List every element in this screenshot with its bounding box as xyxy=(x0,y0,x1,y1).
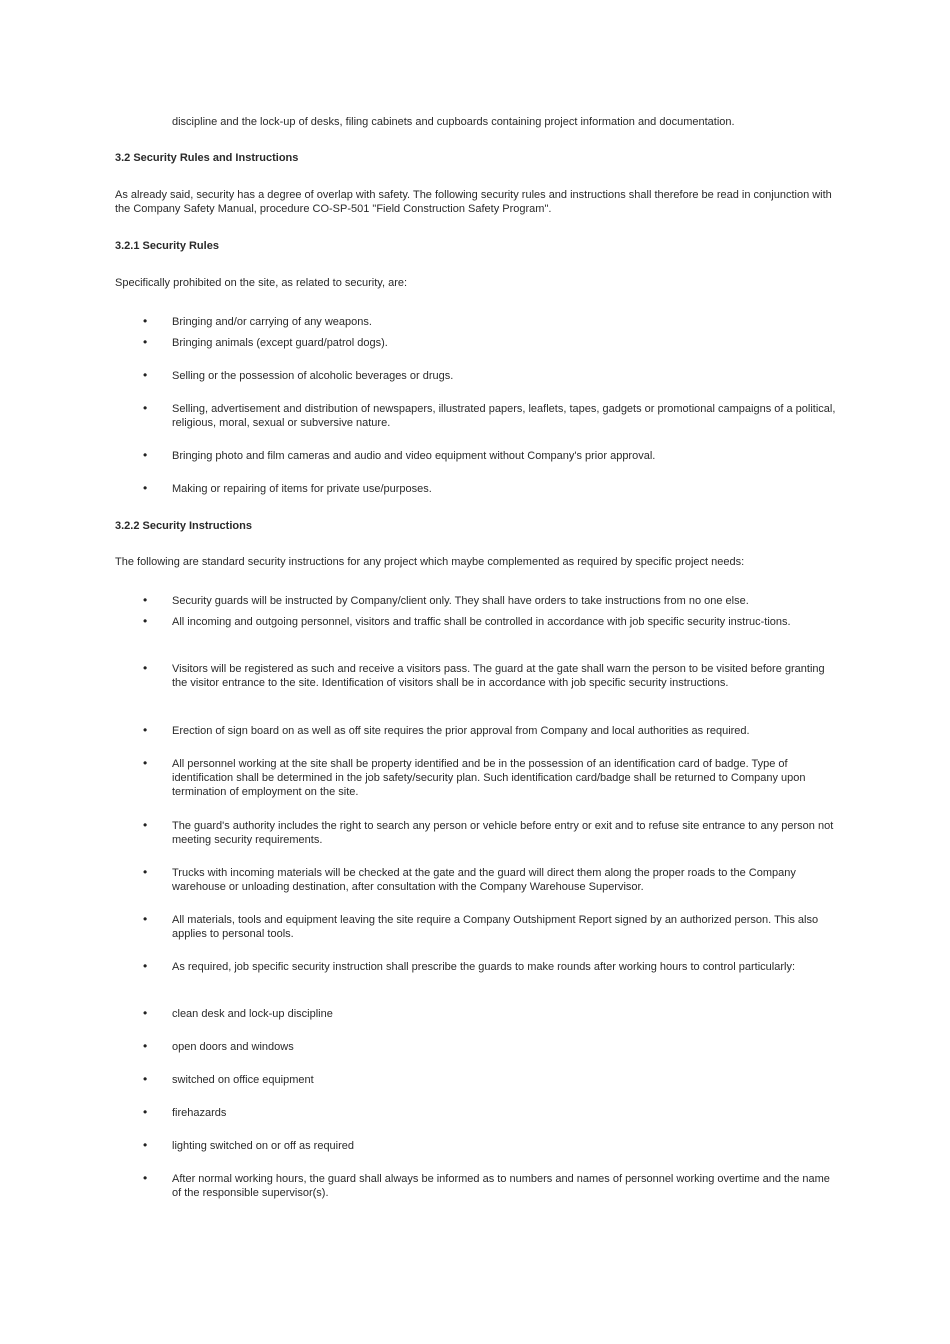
bullet-icon: • xyxy=(143,661,148,675)
bullet-icon: • xyxy=(143,756,148,770)
bullet-icon: • xyxy=(143,1072,148,1086)
list-item-text: firehazards xyxy=(172,1107,227,1119)
list-item-text: open doors and windows xyxy=(172,1041,294,1053)
list-item-text: All incoming and outgoing personnel, visitors and traffic shall be controlled in accordance with job specific security instruc-tions. xyxy=(172,616,791,628)
intro-3-2: As already said, security has a degree of overlap with safety. The following security rules and instructions shall therefore be read in conjunction with the Company Safety Manual, procedure CO-SP-501 "Field Construction Safety Program". xyxy=(115,189,832,215)
list-item-text: Making or repairing of items for private use/purposes. xyxy=(172,483,432,495)
bullet-icon: • xyxy=(143,959,148,973)
bullet-icon: • xyxy=(143,314,148,328)
bullet-icon: • xyxy=(143,335,148,349)
list-item-text: lighting switched on or off as required xyxy=(172,1140,355,1152)
intro-3-2-1: Specifically prohibited on the site, as related to security, are: xyxy=(115,277,408,289)
bullet-icon: • xyxy=(143,614,148,628)
bullet-icon: • xyxy=(143,1138,148,1152)
bullet-icon: • xyxy=(143,1171,148,1185)
list-item-text: Erection of sign board on as well as off site requires the prior approval from Company and local authorities as required. xyxy=(172,725,750,737)
list-item-text: Bringing animals (except guard/patrol dogs). xyxy=(172,337,388,349)
bullet-icon: • xyxy=(143,401,148,415)
list-item-text: Security guards will be instructed by Company/client only. They shall have orders to take instructions from no one else. xyxy=(172,595,749,607)
list-item-text: Selling, advertisement and distribution of newspapers, illustrated papers, leaflets, tapes, gadgets or promotional campaigns of a political, religious, moral, sexual or subversive nature. xyxy=(172,403,836,429)
bullet-icon: • xyxy=(143,1039,148,1053)
bullet-icon: • xyxy=(143,368,148,382)
bullet-icon: • xyxy=(143,1105,148,1119)
list-item-text: After normal working hours, the guard shall always be informed as to numbers and names of personnel working overtime and the name of the responsible supervisor(s). xyxy=(172,1173,830,1199)
bullet-icon: • xyxy=(143,912,148,926)
bullet-icon: • xyxy=(143,818,148,832)
bullet-icon: • xyxy=(143,448,148,462)
intro-3-2-2: The following are standard security instructions for any project which maybe complemented as required by specific project needs: xyxy=(115,556,745,568)
continued-paragraph: discipline and the lock-up of desks, filing cabinets and cupboards containing project information and documentation. xyxy=(172,116,735,128)
heading-3-2: 3.2 Security Rules and Instructions xyxy=(115,152,299,164)
bullet-icon: • xyxy=(143,481,148,495)
list-item-text: Selling or the possession of alcoholic beverages or drugs. xyxy=(172,370,454,382)
list-item-text: Bringing and/or carrying of any weapons. xyxy=(172,316,372,328)
bullet-icon: • xyxy=(143,723,148,737)
list-item-text: Bringing photo and film cameras and audio and video equipment without Company's prior approval. xyxy=(172,450,656,462)
bullet-icon: • xyxy=(143,1006,148,1020)
list-item-text: Trucks with incoming materials will be checked at the gate and the guard will direct them along the proper roads to the Company warehouse or unloading destination, after consultation with the Company Warehouse Supervisor. xyxy=(172,867,796,893)
heading-3-2-1: 3.2.1 Security Rules xyxy=(115,240,219,252)
list-item-text: The guard's authority includes the right to search any person or vehicle before entry or exit and to refuse site entrance to any person not meeting security requirements. xyxy=(172,820,834,846)
bullet-icon: • xyxy=(143,865,148,879)
list-item-text: All materials, tools and equipment leaving the site require a Company Outshipment Report signed by an authorized person. This also applies to personal tools. xyxy=(172,914,819,940)
list-item-text: As required, job specific security instruction shall prescribe the guards to make rounds after working hours to control particularly: xyxy=(172,961,796,973)
list-item-text: Visitors will be registered as such and receive a visitors pass. The guard at the gate shall warn the person to be visited before granting the visitor entrance to the site. Identification of visitors shall be in accordance with job specific security instructions. xyxy=(172,663,825,689)
list-item-text: clean desk and lock-up discipline xyxy=(172,1008,333,1020)
heading-3-2-2: 3.2.2 Security Instructions xyxy=(115,520,252,532)
bullet-icon: • xyxy=(143,593,148,607)
list-item-text: All personnel working at the site shall be property identified and be in the possession of an identification card of badge. Type of identification shall be determined in the job safety/security plan. Such identification card/badge shall be returned to Company upon termination of employment on the site. xyxy=(172,758,806,798)
list-item-text: switched on office equipment xyxy=(172,1074,314,1086)
